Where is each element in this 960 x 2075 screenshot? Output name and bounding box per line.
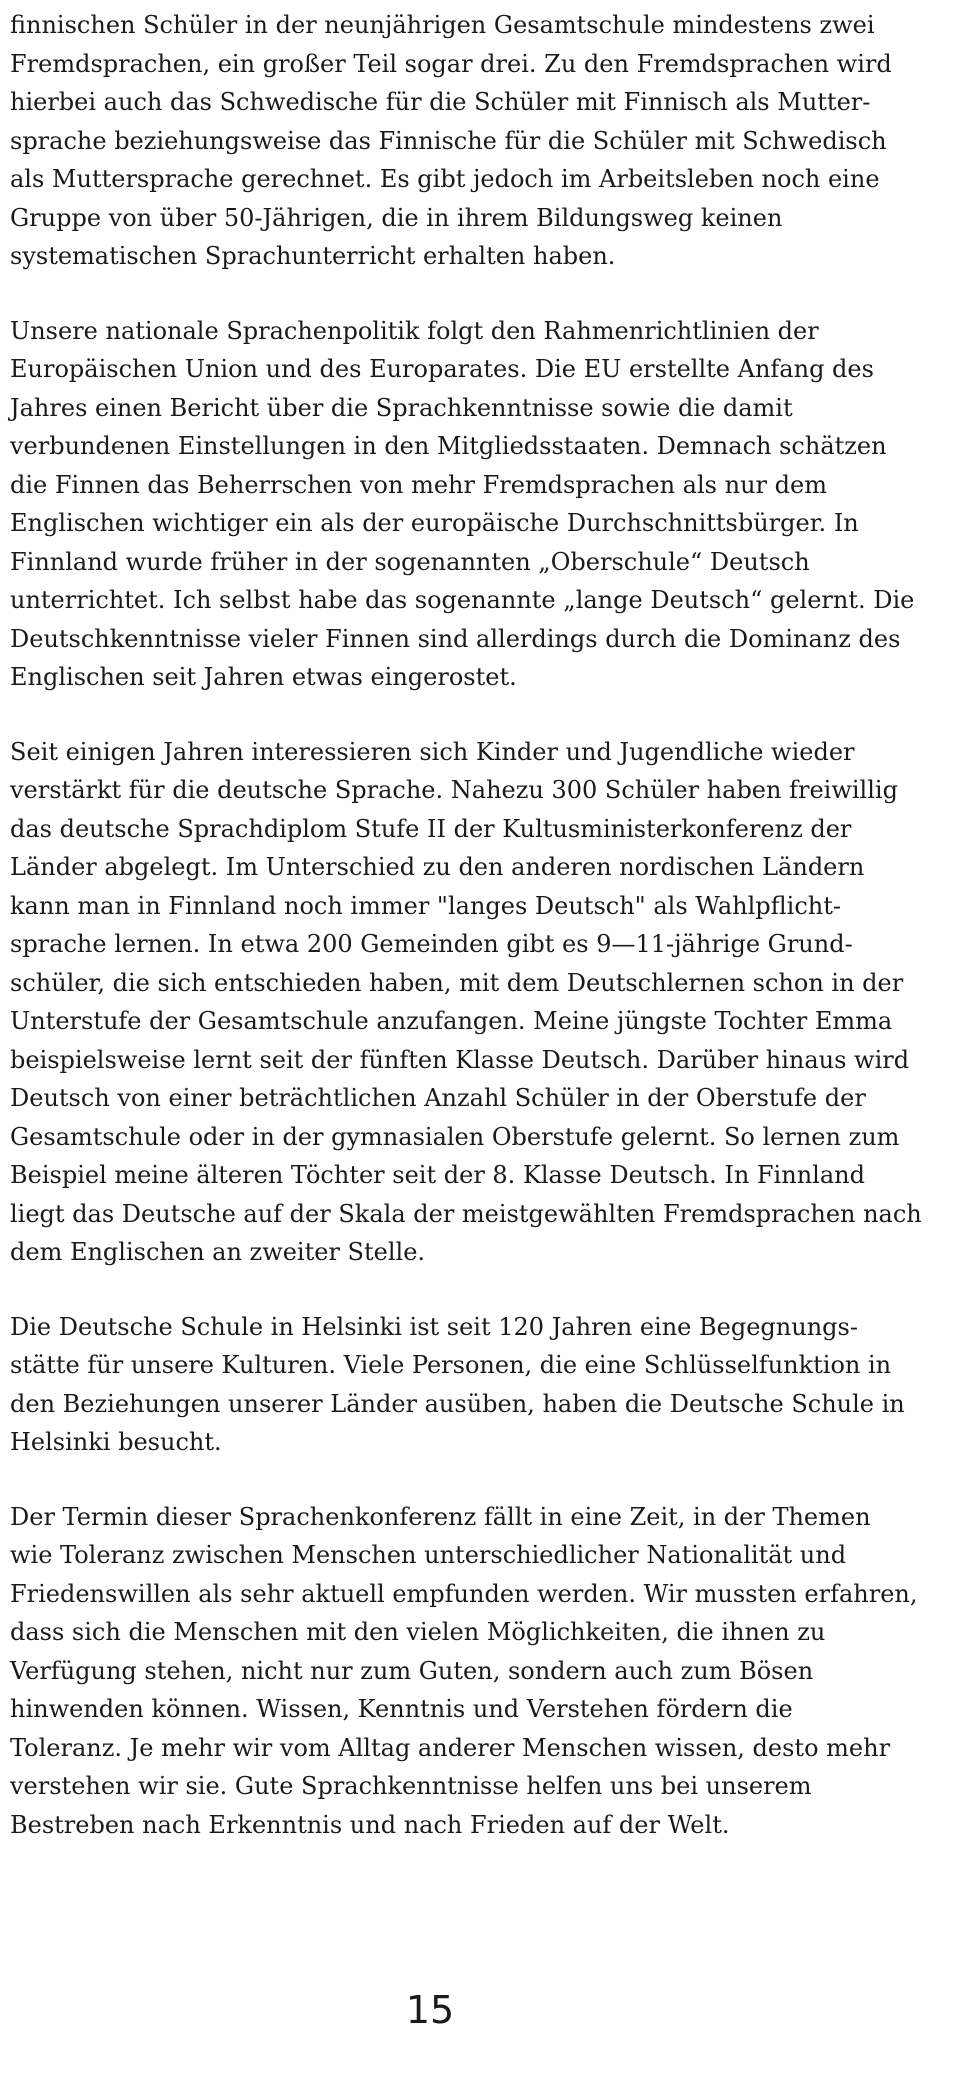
text-line: Gesamtschule oder in der gymnasialen Oberstufe gelernt. So lernen zum (10, 1122, 900, 1151)
text-line: Länder abgelegt. Im Unterschied zu den anderen nordischen Ländern (10, 853, 865, 881)
text-line: Fremdsprachen, ein großer Teil sogar drei. Zu den Fremdsprachen wird (10, 49, 892, 78)
text-line: Deutsch von einer beträchtlichen Anzahl Schüler in der Oberstufe der (10, 1084, 866, 1112)
text-line: stätte für unsere Kulturen. Viele Personen, die eine Schlüsselfunktion in (10, 1351, 892, 1379)
text-line: liegt das Deutsche auf der Skala der meistgewählten Fremdsprachen nach (10, 1199, 922, 1228)
text-line: hierbei auch das Schwedische für die Schüler mit Finnisch als Mutter- (10, 88, 871, 116)
text-line: Englischen wichtiger ein als der europäische Durchschnittsbürger. In (10, 509, 859, 537)
page-number: 15 (405, 1988, 455, 2032)
text-line: Toleranz. Je mehr wir vom Alltag anderer Menschen wissen, desto mehr (10, 1733, 891, 1762)
text-line: beispielsweise lernt seit der fünften Klasse Deutsch. Darüber hinaus wird (10, 1045, 910, 1074)
text-line: wie Toleranz zwischen Menschen unterschiedlicher Nationalität und (10, 1541, 847, 1569)
text-line: Helsinki besucht. (10, 1428, 222, 1456)
text-line: Jahres einen Bericht über die Sprachkenntnisse sowie die damit (10, 393, 793, 422)
text-line: Beispiel meine älteren Töchter seit der 8. Klasse Deutsch. In Finnland (10, 1161, 865, 1189)
text-line: Unsere nationale Sprachenpolitik folgt den Rahmenrichtlinien der (10, 316, 819, 345)
text-line: sprache lernen. In etwa 200 Gemeinden gibt es 9—11-jährige Grund- (10, 930, 853, 958)
text-line: Seit einigen Jahren interessieren sich Kinder und Jugendliche wieder (10, 737, 855, 766)
text-line: Die Deutsche Schule in Helsinki ist seit 120 Jahren eine Begegnungs- (10, 1312, 858, 1341)
text-line: Friedenswillen als sehr aktuell empfunden werden. Wir mussten erfahren, (10, 1579, 918, 1608)
text-line: verstärkt für die deutsche Sprache. Nahezu 300 Schüler haben freiwillig (10, 776, 898, 804)
text-line: finnischen Schüler in der neunjährigen Gesamtschule mindestens zwei (10, 11, 875, 39)
text-line: Unterstufe der Gesamtschule anzufangen. Meine jüngste Tochter Emma (10, 1007, 893, 1035)
paragraph-4 (10, 1308, 960, 1462)
paragraph-2 (10, 312, 960, 697)
paragraph-1 (10, 6, 960, 276)
text-line: die Finnen das Beherrschen von mehr Fremdsprachen als nur dem (10, 470, 827, 499)
text-line: Europäischen Union und des Europarates. Die EU erstellte Anfang des (10, 355, 874, 383)
text-line: verbundenen Einstellungen in den Mitgliedsstaaten. Demnach schätzen (10, 432, 887, 460)
text-line: Gruppe von über 50-Jährigen, die in ihrem Bildungsweg keinen (10, 203, 783, 232)
text-line: unterrichtet. Ich selbst habe das sogenannte „lange Deutsch“ gelernt. Die (10, 586, 915, 614)
text-line: dass sich die Menschen mit den vielen Möglichkeiten, die ihnen zu (10, 1618, 826, 1646)
text-line: den Beziehungen unserer Länder ausüben, haben die Deutsche Schule in (10, 1389, 905, 1418)
text-line: als Muttersprache gerechnet. Es gibt jedoch im Arbeitsleben noch eine (10, 165, 880, 193)
text-line: kann man in Finnland noch immer "langes Deutsch" als Wahlpflicht- (10, 891, 841, 920)
text-line: systematischen Sprachunterricht erhalten haben. (10, 242, 616, 270)
text-line: dem Englischen an zweiter Stelle. (10, 1238, 426, 1266)
text-line: das deutsche Sprachdiplom Stufe II der Kultusministerkonferenz der (10, 814, 852, 843)
text-line: verstehen wir sie. Gute Sprachkenntnisse helfen uns bei unserem (10, 1772, 812, 1800)
document-body (10, 6, 960, 1880)
paragraph-5 (10, 1498, 960, 1845)
text-line: hinwenden können. Wissen, Kenntnis und Verstehen fördern die (10, 1695, 793, 1723)
text-line: Englischen seit Jahren etwas eingerostet. (10, 663, 517, 691)
text-line: Bestreben nach Erkenntnis und nach Frieden auf der Welt. (10, 1810, 730, 1839)
text-line: sprache beziehungsweise das Finnische für die Schüler mit Schwedisch (10, 126, 887, 155)
text-line: Der Termin dieser Sprachenkonferenz fällt in eine Zeit, in der Themen (10, 1502, 871, 1531)
text-line: Deutschkenntnisse vieler Finnen sind allerdings durch die Dominanz des (10, 624, 901, 653)
text-line: schüler, die sich entschieden haben, mit dem Deutschlernen schon in der (10, 968, 904, 997)
text-line: Finnland wurde früher in der sogenannten „Oberschule“ Deutsch (10, 547, 810, 576)
text-line: Verfügung stehen, nicht nur zum Guten, sondern auch zum Bösen (10, 1656, 814, 1685)
paragraph-3 (10, 733, 960, 1272)
